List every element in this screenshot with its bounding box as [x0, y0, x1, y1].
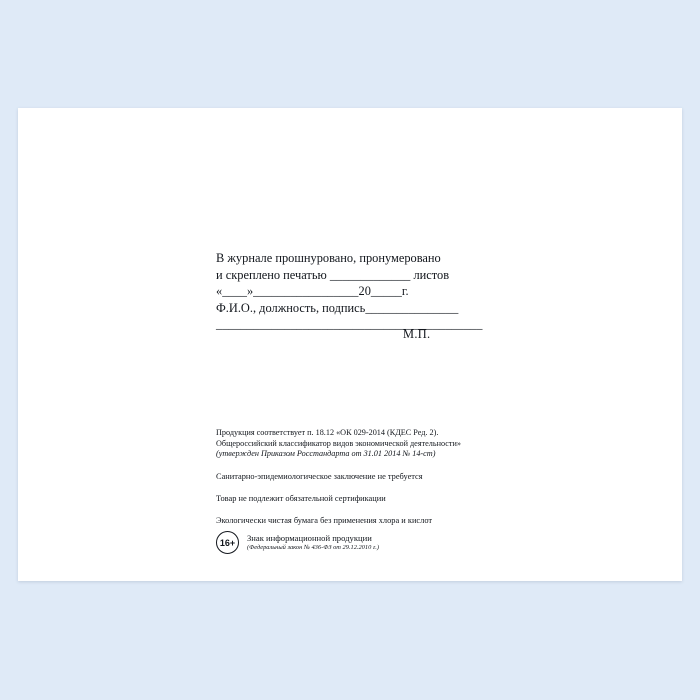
certification-line-1: В журнале прошнуровано, пронумеровано [216, 251, 441, 265]
age-mark [216, 531, 379, 554]
legal-line-1: Продукция соответствует п. 18.12 «ОК 029-2014 (КДЕС Ред. 2). [216, 428, 439, 437]
certification-block [216, 250, 516, 333]
certification-line-5: ___________________________________________ [216, 317, 483, 331]
legal-paragraph-ecology: Экологически чистая бумага без применения хлора и кислот [216, 515, 433, 525]
certification-line-4: Ф.И.О., должность, подпись_______________ [216, 300, 459, 315]
legal-paragraph-certification: Товар не подлежит обязательной сертификации [216, 493, 386, 503]
age-badge-icon: 16+ [216, 531, 239, 554]
age-mark-texts [247, 533, 379, 552]
stamp-place-label: М.П. [403, 327, 431, 341]
age-mark-title: Знак информационной продукции [247, 533, 372, 543]
legal-block [216, 428, 546, 526]
legal-line-2: Общероссийский классификатор видов экономической деятельности» [216, 438, 461, 448]
legal-paragraph-sanitary: Санитарно-эпидемиологическое заключение не требуется [216, 471, 423, 481]
certification-line-3: «____»_________________20_____г. [216, 284, 409, 298]
age-mark-subtitle: (Федеральный закон № 436-ФЗ от 29.12.2010 г.) [247, 544, 380, 551]
page-content [18, 108, 682, 581]
legal-line-3: (утвержден Приказом Росстандарта от 31.01 2014 № 14-ст) [216, 449, 436, 458]
certification-line-2: и скреплено печатью _____________ листов [216, 267, 450, 282]
document-page [18, 108, 682, 581]
